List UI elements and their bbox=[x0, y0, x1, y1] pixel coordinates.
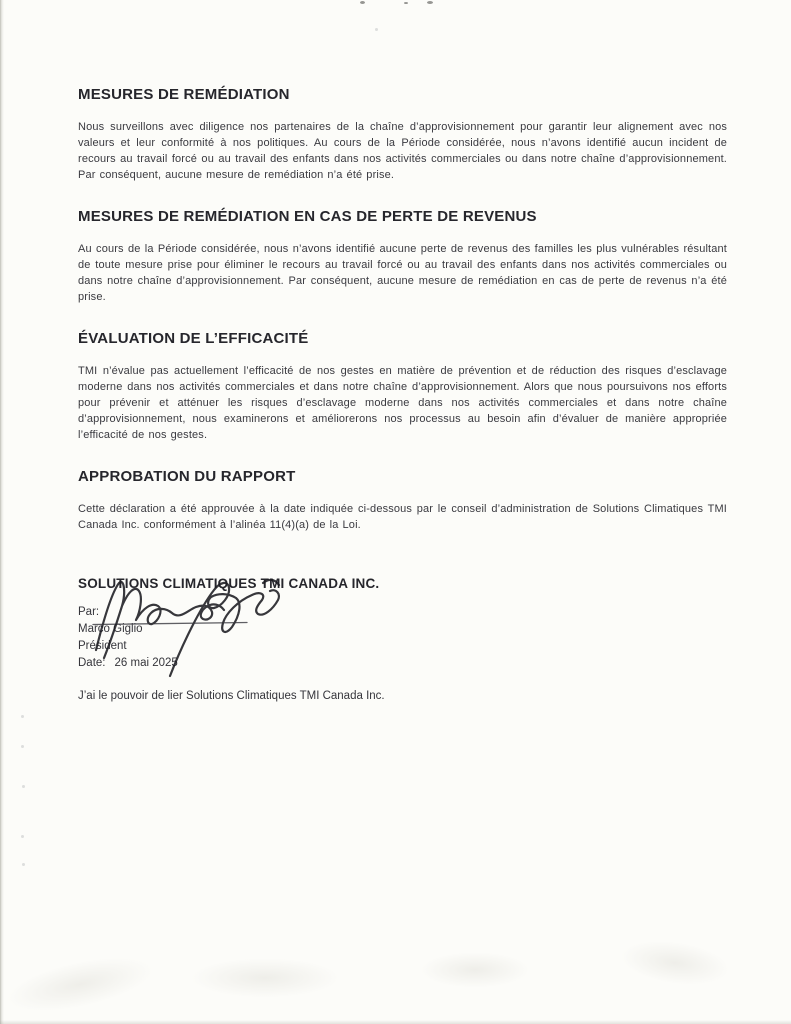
scan-speck bbox=[360, 1, 365, 4]
signatory-title: Président bbox=[78, 640, 127, 652]
section-body: Nous surveillons avec diligence nos partenaires de la chaîne d’approvisionnement pour garantir leur alignement avec nos valeurs et leur conformité à nos politiques. Au cours de la Période considérée, nous n’avons identifié aucun incident de recours au travail forcé ou au travail des enfants dans nos activités commerciales ou dans notre chaîne d’approvisionnement. Par conséquent, aucune mesure de remédiation n’a été prise. bbox=[78, 121, 727, 181]
signature-block bbox=[78, 576, 727, 705]
scan-bottom-edge bbox=[0, 1020, 791, 1024]
scan-left-edge bbox=[0, 0, 4, 1024]
scan-speck bbox=[427, 1, 433, 4]
section-heading: MESURES DE REMÉDIATION EN CAS DE PERTE DE REVENUS bbox=[78, 208, 537, 225]
company-name: SOLUTIONS CLIMATIQUES TMI CANADA INC. bbox=[78, 576, 380, 591]
scan-smudge bbox=[2, 947, 158, 1022]
signatory-name: Marco Giglio bbox=[78, 623, 143, 635]
date-label: Date: bbox=[78, 657, 106, 669]
document-content bbox=[78, 86, 727, 705]
par-label: Par: bbox=[78, 606, 100, 618]
section-perte-de-revenus bbox=[78, 208, 727, 305]
scan-smudge bbox=[420, 952, 530, 988]
section-evaluation-efficacite bbox=[78, 330, 727, 443]
date-value: 26 mai 2025 bbox=[114, 657, 178, 669]
scan-speck bbox=[21, 835, 24, 838]
scan-smudge bbox=[618, 935, 733, 992]
date-line bbox=[78, 655, 727, 672]
authority-statement: J’ai le pouvoir de lier Solutions Climatiques TMI Canada Inc. bbox=[78, 690, 385, 702]
section-heading: MESURES DE REMÉDIATION bbox=[78, 86, 290, 103]
section-body: Au cours de la Période considérée, nous n’avons identifié aucune perte de revenus des familles les plus vulnérables résultant de toute mesure prise pour éliminer le recours au travail forcé ou au travail des enfants dans nos activités commerciales ou dans notre chaîne d’approvisionnement. Par conséquent, aucune mesure de remédiation en cas de perte de revenus n’a été prise. bbox=[78, 243, 727, 303]
scan-speck bbox=[404, 2, 408, 4]
section-heading: ÉVALUATION DE L’EFFICACITÉ bbox=[78, 330, 309, 347]
section-body: TMI n’évalue pas actuellement l’efficacité de nos gestes en matière de prévention et de réduction des risques d’esclavage moderne dans nos activités commerciales et dans notre chaîne d’approvisionnement. Alors que nous poursuivons nos efforts pour prévenir et atténuer les risques d’esclavage moderne dans nos activités commerciales et dans notre chaîne d’approvisionnement, nous examinerons et améliorerons nos processus au besoin afin d’évaluer de manière appropriée l’efficacité de nos gestes. bbox=[78, 365, 727, 441]
section-body: Cette déclaration a été approuvée à la date indiquée ci-dessous par le conseil d’administration de Solutions Climatiques TMI Canada Inc. conformément à l’alinéa 11(4)(a) de la Loi. bbox=[78, 503, 727, 531]
scan-speck bbox=[21, 745, 24, 748]
section-approbation-rapport bbox=[78, 468, 727, 533]
scan-smudge bbox=[190, 958, 340, 998]
scan-speck bbox=[22, 785, 25, 788]
scan-speck bbox=[22, 863, 25, 866]
section-mesures-de-remediation bbox=[78, 86, 727, 183]
par-line bbox=[78, 604, 727, 621]
scan-speck bbox=[21, 715, 24, 718]
scan-speck bbox=[375, 28, 378, 31]
section-heading: APPROBATION DU RAPPORT bbox=[78, 468, 296, 485]
